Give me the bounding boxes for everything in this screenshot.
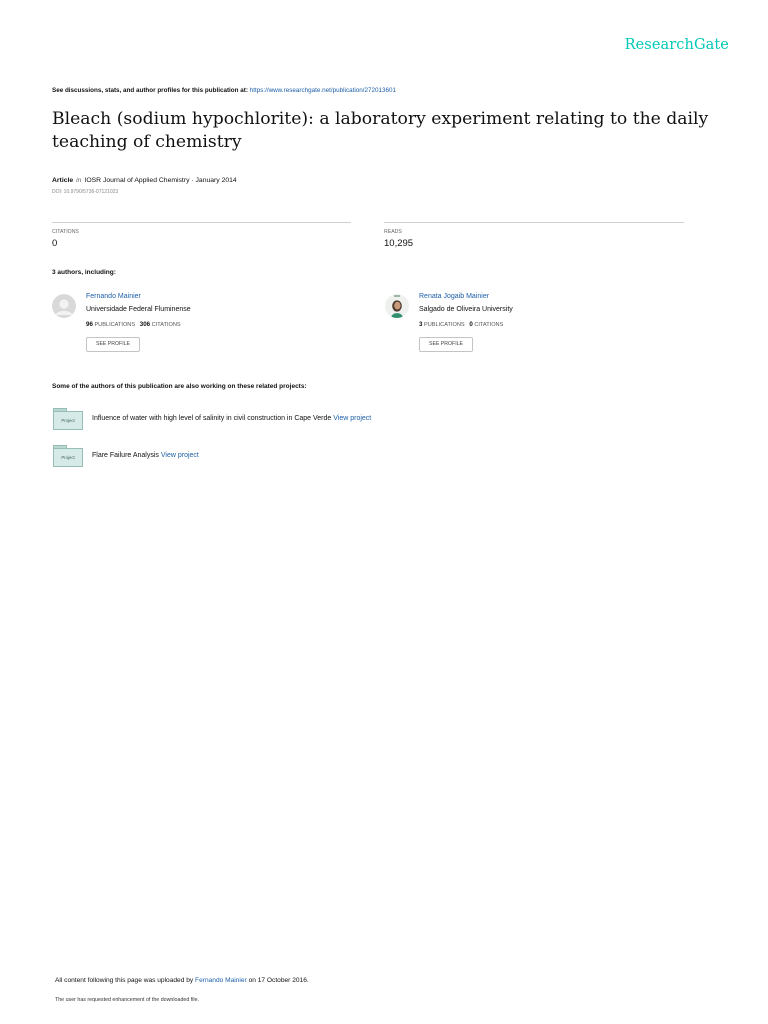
author-institution: Universidade Federal Fluminense [86,306,191,313]
upload-note [55,977,309,984]
publication-count: 96 [86,321,93,328]
project-folder-icon[interactable] [53,408,83,430]
upload-date: on 17 October 2016. [248,977,309,984]
enhancement-note: The user has requested enhancement of the downloaded file. [55,997,199,1003]
view-project-link[interactable]: View project [333,415,372,422]
author-stats [86,321,181,328]
publications-label: PUBLICATIONS [424,322,465,328]
citations-label: CITATIONS [474,322,504,328]
authors-heading: 3 authors, including: [52,269,116,276]
publication-title: Bleach (sodium hypochlorite): a laboratory experiment relating to the daily teaching of chemistry [52,109,709,152]
reads-divider [384,222,684,223]
project-icon-label: Project [53,411,83,430]
citation-count: 0 [469,321,473,328]
publication-type: Article [52,177,74,184]
author-name-link[interactable]: Renata Jogaib Mainier [419,293,490,300]
project-title: Influence of water with high level of salinity in civil construction in Cape Verde [92,415,332,422]
upload-prefix: All content following this page was uploaded by [55,977,194,984]
doi-text: DOI: 10.9790/5736-07121023 [52,189,119,195]
see-profile-button[interactable]: SEE PROFILE [86,337,140,352]
publication-count: 3 [419,321,423,328]
citations-label: CITATIONS [52,229,79,235]
project-item [92,452,199,459]
journal-date[interactable]: IOSR Journal of Applied Chemistry · January 2014 [84,177,237,184]
default-avatar-icon[interactable] [52,294,76,318]
publication-meta [52,177,237,184]
author-institution: Salgado de Oliveira University [419,306,513,313]
project-folder-icon[interactable] [53,445,83,467]
citations-value: 0 [52,238,58,249]
discussion-line [52,87,396,94]
related-projects-heading: Some of the authors of this publication are also working on these related projects: [52,383,307,390]
publications-label: PUBLICATIONS [94,322,136,328]
discussion-text: See discussions, stats, and author profiles for this publication at: [52,87,248,94]
citation-count: 306 [139,321,151,328]
citations-divider [52,222,351,223]
project-icon-label: Project [53,448,83,467]
author-name-link[interactable]: Fernando Mainier [86,293,141,300]
reads-label: READS [384,229,402,235]
profile-photo[interactable] [385,294,409,318]
researchgate-logo[interactable]: ResearchGate [624,37,729,53]
citations-label: CITATIONS [151,322,181,328]
publication-url-link[interactable]: https://www.researchgate.net/publication/272013601 [249,87,397,94]
in-word: in [76,177,82,184]
project-item [92,415,371,422]
reads-value: 10,295 [384,238,414,249]
author-stats [419,321,503,328]
uploader-link[interactable]: Fernando Mainier [195,977,247,984]
project-title: Flare Failure Analysis [92,452,159,459]
see-profile-button[interactable]: SEE PROFILE [419,337,473,352]
view-project-link[interactable]: View project [160,452,199,459]
